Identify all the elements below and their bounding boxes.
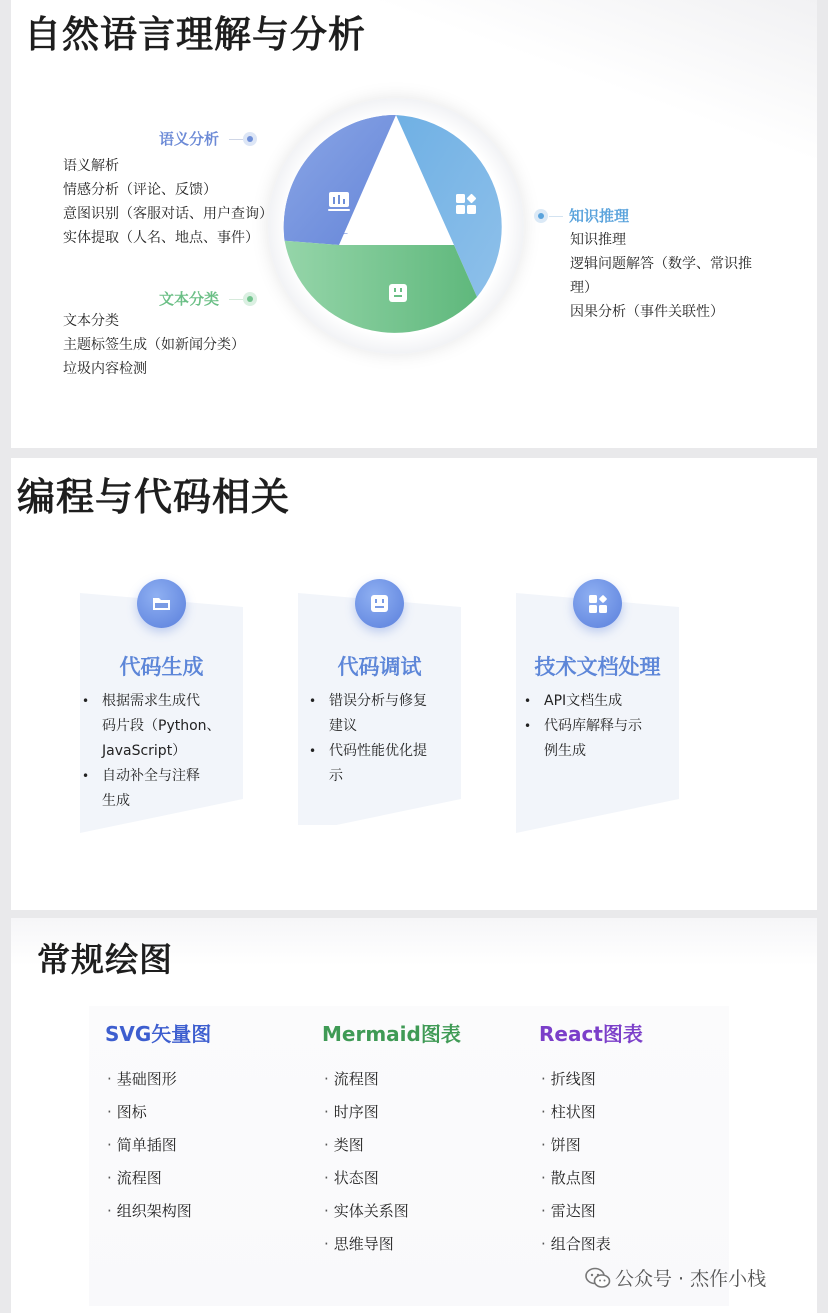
reasoning-item: 理） [570,280,598,296]
card-title: 技术文档处理 [534,655,661,679]
classification-dot [243,292,257,306]
column-item: · 图标 [107,1103,147,1121]
semantic-items [63,154,273,250]
card-title: 代码调试 [337,655,422,679]
watermark-text: 公众号 · 杰作小栈 [615,1268,767,1290]
reasoning-dot [534,209,548,223]
column-mermaid [322,1018,461,1261]
card-items [309,689,427,789]
semantic-item: 实体提取（人名、地点、事件） [63,230,259,246]
classification-item: 垃圾内容检测 [63,361,147,377]
column-react [539,1018,643,1261]
text-classification-label: 文本分类 [159,290,220,308]
coding-section [11,458,817,910]
semantic-item: 情感分析（评论、反馈） [63,182,217,198]
card-item: • 根据需求生成代 [82,689,221,714]
drawing-section [11,918,817,1313]
column-title: React图表 [539,1022,643,1046]
card-item: JavaScript） [102,743,187,759]
reasoning-item: 逻辑问题解答（数学、常识推 [570,256,752,272]
column-item: · 类图 [324,1136,364,1154]
reasoning-item: 知识推理 [570,232,626,248]
column-items [539,1063,643,1261]
column-title: Mermaid图表 [322,1022,461,1046]
debug-icon [355,579,404,628]
semantic-dot [243,132,257,146]
column-item: · 组合图表 [541,1235,611,1253]
column-item: · 柱状图 [541,1103,596,1121]
card-items [524,689,642,764]
column-items [105,1063,211,1228]
column-item: · 基础图形 [107,1070,177,1088]
knowledge-reasoning-label: 知识推理 [569,207,630,225]
reasoning-item: 因果分析（事件关联性） [570,304,724,320]
semantic-item: 语义解析 [63,158,119,174]
classification-item: 文本分类 [63,313,119,329]
semantic-analysis-label: 语义分析 [159,130,220,148]
card-item: • 代码性能优化提 [309,739,427,764]
column-item: · 状态图 [324,1169,379,1187]
nlp-wheel-diagram [281,112,511,342]
card-item: 示 [329,768,343,784]
column-item: · 流程图 [107,1169,162,1187]
column-item: · 饼图 [541,1136,581,1154]
classification-items [63,309,245,381]
wheel-segment-classification [285,241,477,333]
drawing-section-title: 常规绘图 [37,940,173,979]
card-item: • 代码库解释与示 [524,714,642,739]
card-item: • 自动补全与注释 [82,764,221,789]
column-item: · 折线图 [541,1070,596,1088]
card-item: 建议 [329,718,357,734]
column-item: · 流程图 [324,1070,379,1088]
nlp-section [11,0,817,448]
column-item: · 简单插图 [107,1136,177,1154]
column-item: · 思维导图 [324,1235,394,1253]
classification-item: 主题标签生成（如新闻分类） [63,337,245,353]
reasoning-connector [549,216,563,217]
watermark [585,1264,766,1291]
wechat-icon [585,1267,611,1289]
card-title: 代码生成 [119,655,204,679]
column-item: · 实体关系图 [324,1202,409,1220]
column-item: · 雷达图 [541,1202,596,1220]
card-item: 例生成 [544,743,586,759]
column-item: · 散点图 [541,1169,596,1187]
column-item: · 组织架构图 [107,1202,192,1220]
card-item: • API文档生成 [524,689,642,714]
card-item: 生成 [102,793,130,809]
card-item: 码片段（Python、 [102,718,221,734]
card-item: • 错误分析与修复 [309,689,427,714]
semantic-item: 意图识别（客服对话、用户查询） [63,206,273,222]
folder-icon [137,579,186,628]
column-svg [105,1018,211,1228]
column-item: · 时序图 [324,1103,379,1121]
apps-icon [573,579,622,628]
column-title: SVG矢量图 [105,1022,212,1046]
nlp-section-title: 自然语言理解与分析 [24,13,366,56]
reasoning-items [570,228,752,324]
column-items [322,1063,461,1261]
debug-icon [389,284,407,302]
coding-section-title: 编程与代码相关 [17,475,291,519]
card-items [82,689,221,814]
